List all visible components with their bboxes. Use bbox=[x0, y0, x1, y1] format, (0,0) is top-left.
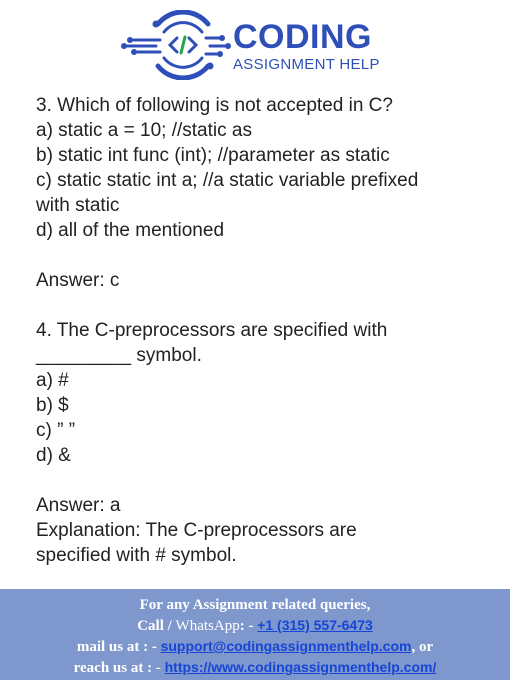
call-separator: : - bbox=[239, 618, 258, 634]
website-link[interactable]: https://www.codingassignmenthelp.com/ bbox=[164, 659, 437, 675]
question-3-option-c: c) static static int a; //a static variable prefixed bbox=[36, 170, 419, 191]
footer-line-mail bbox=[0, 636, 510, 657]
phone-link[interactable]: +1 (315) 557-6473 bbox=[257, 617, 373, 633]
question-3-answer: Answer: c bbox=[36, 270, 120, 291]
question-4-text-cont: _________ symbol. bbox=[36, 345, 202, 366]
footer-line-queries: For any Assignment related queries, bbox=[139, 597, 371, 613]
question-3-option-b: b) static int func (int); //parameter as static bbox=[36, 145, 390, 166]
whatsapp-label: WhatsApp bbox=[175, 618, 240, 634]
footer-line-call bbox=[0, 615, 510, 636]
quiz-content bbox=[36, 93, 496, 568]
question-4-option-d: d) & bbox=[36, 445, 71, 466]
question-4-text: 4. The C-preprocessors are specified with bbox=[36, 320, 388, 341]
contact-footer bbox=[0, 589, 510, 680]
mail-suffix: , or bbox=[411, 639, 434, 655]
brand-subtitle: ASSIGNMENT HELP bbox=[233, 56, 380, 73]
question-4-answer: Answer: a bbox=[36, 495, 121, 516]
reach-label: reach us at : - bbox=[73, 660, 165, 676]
call-label: Call / bbox=[137, 618, 176, 634]
brand bbox=[233, 18, 380, 73]
question-4-explanation-cont: specified with # symbol. bbox=[36, 545, 237, 566]
question-3-option-c-cont: with static bbox=[36, 195, 120, 216]
question-4-option-a: a) # bbox=[36, 370, 69, 391]
email-link[interactable]: support@codingassignmenthelp.com bbox=[160, 638, 412, 654]
question-4-option-c: c) ” ” bbox=[36, 420, 76, 441]
question-4-explanation: Explanation: The C-preprocessors are bbox=[36, 520, 357, 541]
question-3-option-a: a) static a = 10; //static as bbox=[36, 120, 252, 141]
question-3-text: 3. Which of following is not accepted in C? bbox=[36, 95, 393, 116]
question-3-option-d: d) all of the mentioned bbox=[36, 220, 225, 241]
brand-name: CODING bbox=[233, 18, 372, 56]
mail-label: mail us at : - bbox=[76, 639, 161, 655]
question-4-option-b: b) $ bbox=[36, 395, 69, 416]
footer-line-reach bbox=[0, 657, 510, 678]
